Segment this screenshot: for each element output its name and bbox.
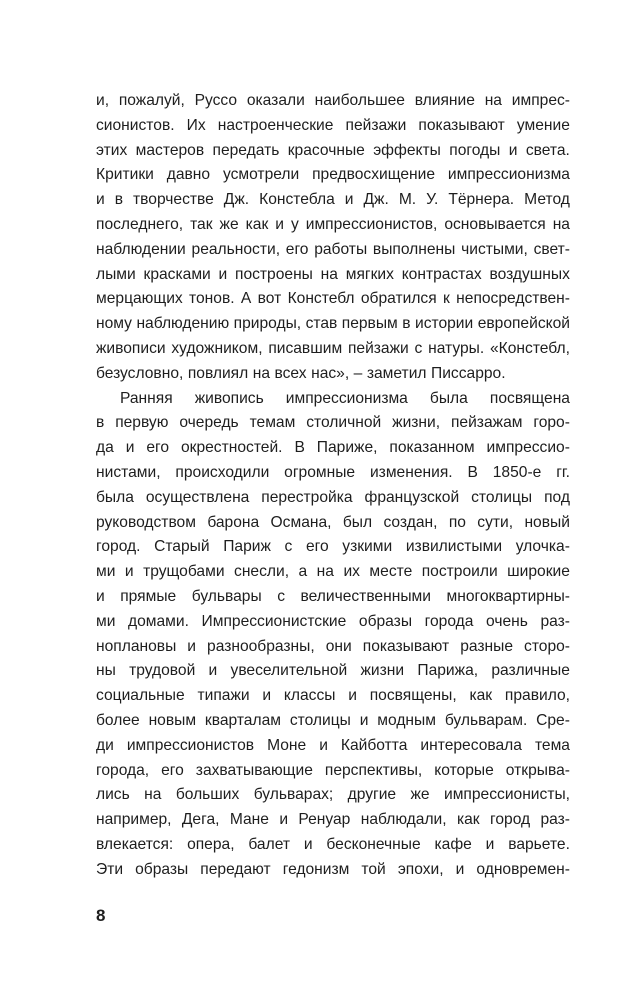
body-text bbox=[96, 89, 570, 883]
text-line: в первую очередь темам столичной жизни, пейзажам горо- bbox=[96, 414, 570, 432]
paragraph bbox=[96, 387, 570, 883]
text-line: была осуществлена перестройка французской столицы под bbox=[96, 488, 570, 506]
text-line: этих мастеров передать красочные эффекты погоды и света. bbox=[96, 141, 570, 159]
text-line: и в творчестве Дж. Констебла и Дж. М. У. Тёрнера. Метод bbox=[96, 191, 570, 209]
text-line: и, пожалуй, Руссо оказали наибольшее влияние на импрес- bbox=[96, 92, 570, 109]
page-number: 8 bbox=[96, 906, 106, 925]
text-line: ному наблюдению природы, став первым в истории европейской bbox=[96, 315, 570, 333]
text-line: лись на больших бульварах; другие же импрессионисты, bbox=[96, 786, 570, 804]
paragraph bbox=[96, 89, 570, 387]
text-line: руководством барона Османа, был создан, по сути, новый bbox=[96, 513, 570, 531]
text-line: влекается: опера, балет и бесконечные кафе и варьете. bbox=[96, 835, 570, 853]
text-line: наблюдении реальности, его работы выполнены чистыми, свет- bbox=[96, 240, 570, 258]
text-line: более новым кварталам столицы и модным бульварам. Сре- bbox=[96, 711, 570, 729]
text-line: живописи художником, писавшим пейзажи с натуры. «Констебл, bbox=[96, 339, 570, 357]
text-line: город. Старый Париж с его узкими извилистыми улочка- bbox=[96, 538, 570, 556]
text-line: лыми красками и построены на мягких контрастах воздушных bbox=[96, 265, 570, 283]
text-line: города, его захватывающие перспективы, которые открыва- bbox=[96, 761, 570, 779]
text-line: ми домами. Импрессионистские образы города очень раз- bbox=[96, 612, 570, 630]
text-line: и прямые бульвары с величественными многоквартирны- bbox=[96, 587, 570, 605]
text-line: Ранняя живопись импрессионизма была посвящена bbox=[120, 389, 570, 407]
text-line: да и его окрестностей. В Париже, показанном импрессио- bbox=[96, 439, 570, 457]
text-line: Эти образы передают гедонизм той эпохи, и одновремен- bbox=[96, 860, 570, 878]
text-line: последнего, так же как и у импрессионистов, основывается на bbox=[96, 215, 570, 233]
text-line: например, Дега, Мане и Ренуар наблюдали, как город раз- bbox=[96, 811, 570, 829]
text-line: мерцающих тонов. А вот Констебл обратился к непосредствен- bbox=[96, 290, 570, 308]
text-line: ны трудовой и увеселительной жизни Парижа, различные bbox=[96, 662, 570, 680]
text-line: нистами, происходили огромные изменения. В 1850-е гг. bbox=[96, 463, 570, 481]
text-line: ноплановы и разнообразны, они показывают разные сторо- bbox=[96, 637, 570, 655]
text-line: безусловно, повлиял на всех нас», – заметил Писсарро. bbox=[96, 364, 506, 382]
text-line: социальные типажи и классы и посвящены, как правило, bbox=[96, 687, 570, 705]
text-line: сионистов. Их настроенческие пейзажи показывают умение bbox=[96, 116, 570, 134]
text-line: ми и трущобами снесли, а на их месте построили широкие bbox=[96, 563, 570, 581]
text-line: ди импрессионистов Моне и Кайботта интересовала тема bbox=[96, 736, 570, 754]
text-line: Критики давно усмотрели предвосхищение импрессионизма bbox=[96, 166, 570, 184]
